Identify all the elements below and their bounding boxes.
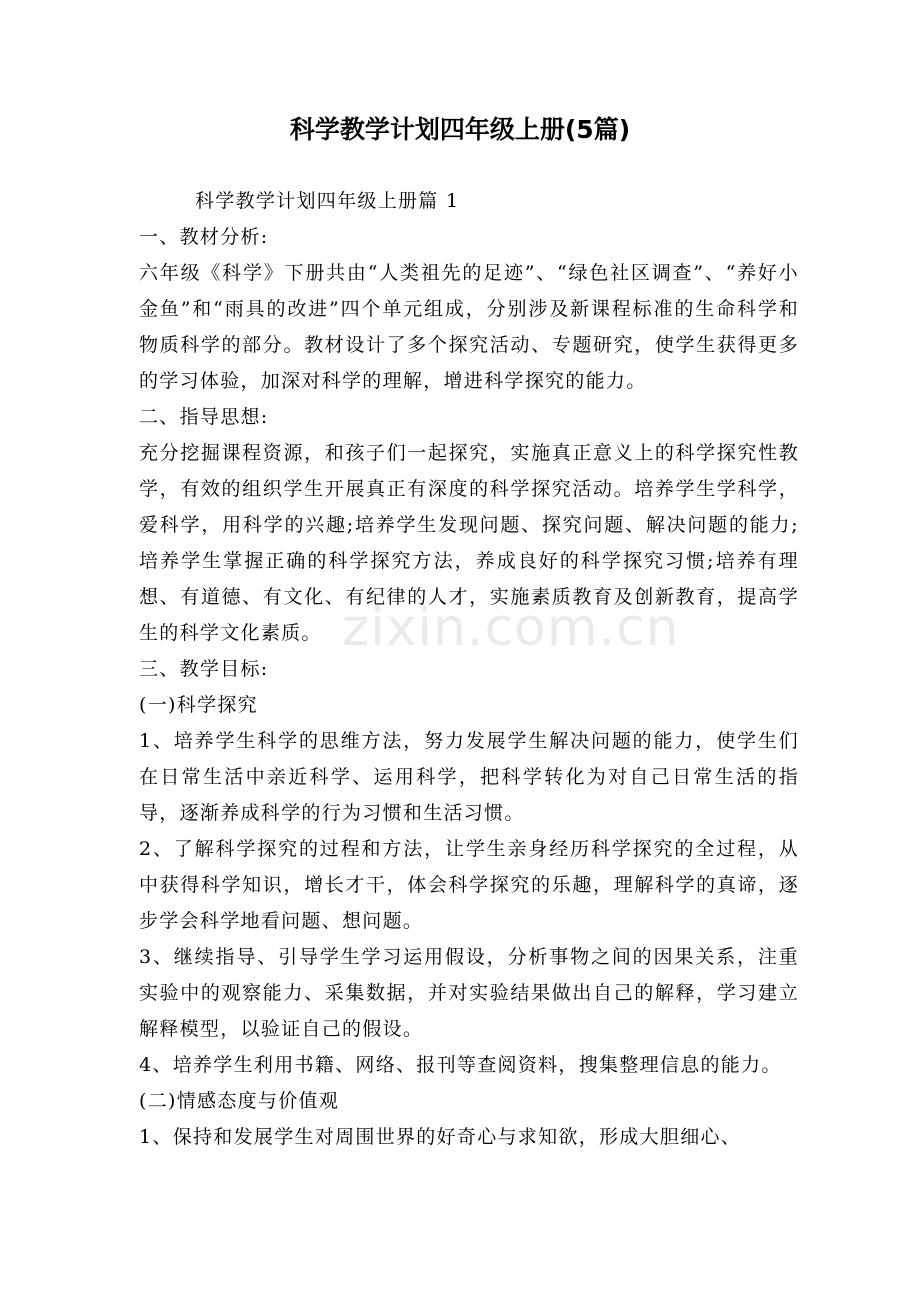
heading-textbook-analysis: 一、教材分析: [139, 226, 269, 248]
heading-guiding-ideology: 二、指导思想: [139, 406, 269, 428]
document-title: 科学教学计划四年级上册(5篇) [289, 115, 631, 144]
goal-item-3: 3、继续指导、引导学生学习运用假设，分析事物之间的因果关系，注重实验中的观察能力、采集数据，并对实验结果做出自己的解释，学习建立解释模型，以验证自己的假设。 [139, 946, 799, 1040]
subheading-scientific-inquiry: (一)科学探究 [139, 694, 258, 716]
paragraph-guiding-ideology: 充分挖掘课程资源，和孩子们一起探究，实施真正意义上的科学探究性教学，有效的组织学生开展真正有深度的科学探究活动。培养学生学科学，爱科学，用科学的兴趣;培养学生发现问题、探究问题、解决问题的能力;培养学生掌握正确的科学探究方法，养成良好的科学探究习惯;培养有理想、有道德、有文化、有纪律的人才，实施素质教育及创新教育，提高学生的科学文化素质。 [139, 442, 799, 644]
paragraph-textbook-analysis: 六年级《科学》下册共由“人类祖先的足迹”、“绿色社区调查”、“养好小金鱼”和“雨具的改进”四个单元组成，分别涉及新课程标准的生命科学和物质科学的部分。教材设计了多个探究活动、专题研究，使学生获得更多的学习体验，加深对科学的理解，增进科学探究的能力。 [139, 262, 799, 392]
subheading-emotion-values: (二)情感态度与价值观 [139, 1090, 340, 1112]
goal-item-1: 1、培养学生科学的思维方法，努力发展学生解决问题的能力，使学生们在日常生活中亲近科学、运用科学，把科学转化为对自己日常生活的指导，逐渐养成科学的行为习惯和生活习惯。 [139, 730, 799, 824]
goal-item-4: 4、培养学生利用书籍、网络、报刊等查阅资料，搜集整理信息的能力。 [139, 1054, 782, 1076]
emotion-item-1: 1、保持和发展学生对周围世界的好奇心与求知欲，形成大胆细心、 [139, 1126, 742, 1148]
watermark: zixin.com.cn [342, 598, 680, 658]
heading-teaching-goals: 三、教学目标: [139, 658, 269, 680]
goal-item-2: 2、了解科学探究的过程和方法，让学生亲身经历科学探究的全过程，从中获得科学知识，增长才干，体会科学探究的乐趣，理解科学的真谛，逐步学会科学地看问题、想问题。 [139, 838, 799, 932]
document-body [139, 183, 799, 1155]
section-heading-article-1: 科学教学计划四年级上册篇 1 [195, 190, 460, 212]
